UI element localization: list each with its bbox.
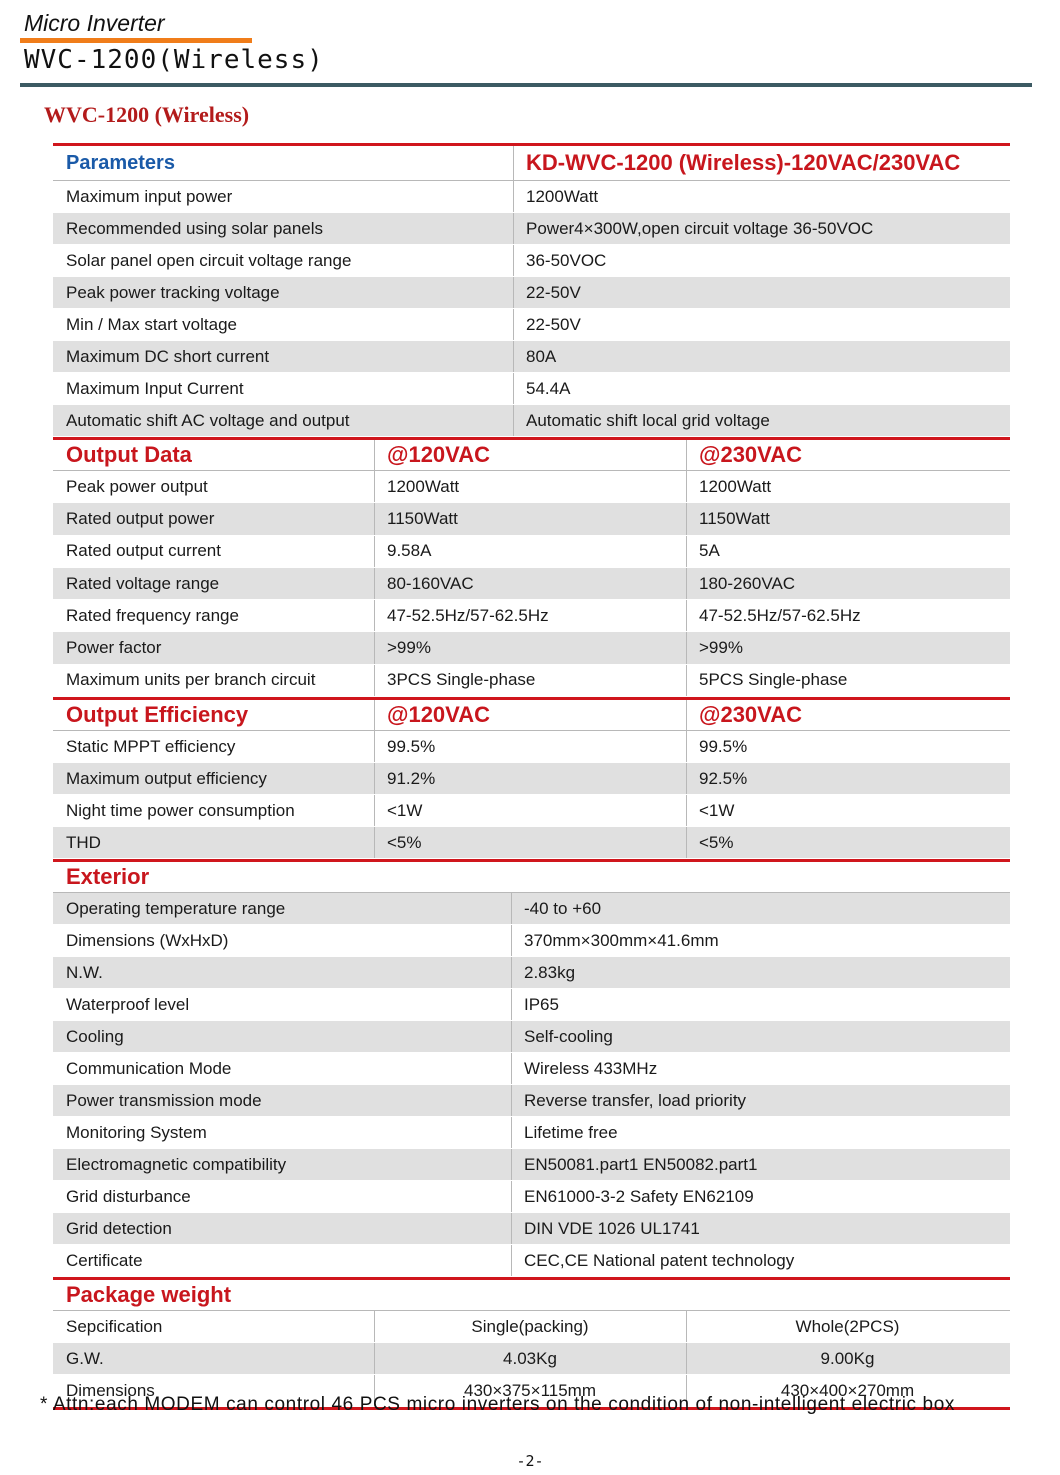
exterior-heading: Exterior bbox=[66, 864, 150, 890]
param-value: Reverse transfer, load priority bbox=[524, 1090, 747, 1110]
param-value: 4.03Kg bbox=[503, 1348, 557, 1368]
param-label: Electromagnetic compatibility bbox=[66, 1154, 287, 1174]
exterior-row bbox=[53, 1117, 1010, 1149]
output-data-header-row bbox=[53, 440, 1010, 471]
param-label: Communication Mode bbox=[66, 1058, 232, 1078]
exterior-row bbox=[53, 1053, 1010, 1085]
output-data-row bbox=[53, 665, 1010, 697]
exterior-row bbox=[53, 1021, 1010, 1053]
parameters-header-row bbox=[53, 146, 1010, 181]
param-label: Rated frequency range bbox=[66, 605, 239, 625]
param-value: 430×375×115mm bbox=[463, 1380, 596, 1400]
param-label: Static MPPT efficiency bbox=[66, 736, 236, 756]
page-number: -2- bbox=[516, 1452, 544, 1470]
param-label: Maximum output efficiency bbox=[66, 768, 267, 788]
param-value: >99% bbox=[699, 638, 743, 658]
param-value: 430×400×270mm bbox=[780, 1380, 915, 1400]
param-value: 1200Watt bbox=[387, 476, 460, 496]
output-efficiency-row bbox=[53, 731, 1010, 763]
parameters-row bbox=[53, 277, 1010, 309]
exterior-rows bbox=[53, 893, 1010, 1277]
param-value: 54.4A bbox=[526, 378, 571, 398]
param-label: Power transmission mode bbox=[66, 1090, 262, 1110]
param-value: 47-52.5Hz/57-62.5Hz bbox=[387, 605, 549, 625]
param-value: IP65 bbox=[524, 994, 559, 1014]
output-efficiency-col-230: @230VAC bbox=[699, 702, 802, 728]
parameters-row bbox=[53, 213, 1010, 245]
top-title: Micro Inverter bbox=[24, 10, 165, 36]
param-value: DIN VDE 1026 UL1741 bbox=[524, 1218, 700, 1238]
param-label: Solar panel open circuit voltage range bbox=[66, 250, 352, 270]
exterior-header-row bbox=[53, 862, 1010, 893]
param-value: -40 to +60 bbox=[524, 898, 602, 918]
param-value: EN61000-3-2 Safety EN62109 bbox=[524, 1186, 754, 1206]
param-label: Rated output current bbox=[66, 541, 221, 561]
output-data-row bbox=[53, 536, 1010, 568]
parameters-row bbox=[53, 309, 1010, 341]
output-data-col-120: @120VAC bbox=[387, 442, 490, 467]
param-value: 80-160VAC bbox=[387, 573, 474, 593]
param-value: Power4×300W,open circuit voltage 36-50VOC bbox=[526, 218, 874, 238]
param-label: N.W. bbox=[66, 962, 103, 982]
output-efficiency-rows bbox=[53, 731, 1010, 859]
exterior-row bbox=[53, 925, 1010, 957]
param-label: Operating temperature range bbox=[66, 898, 286, 918]
spec-table bbox=[53, 143, 1010, 1410]
param-value: 3PCS Single-phase bbox=[387, 670, 536, 690]
parameters-model: KD-WVC-1200 (Wireless)-120VAC/230VAC bbox=[526, 150, 961, 175]
param-value: 47-52.5Hz/57-62.5Hz bbox=[699, 605, 861, 625]
param-label: Maximum units per branch circuit bbox=[66, 670, 316, 690]
param-value: 99.5% bbox=[699, 736, 748, 756]
param-label: Min / Max start voltage bbox=[66, 314, 238, 334]
param-value: 80A bbox=[526, 346, 557, 366]
output-efficiency-row bbox=[53, 763, 1010, 795]
param-value: Automatic shift local grid voltage bbox=[526, 410, 770, 430]
output-efficiency-header-row bbox=[53, 700, 1010, 731]
param-label: Cooling bbox=[66, 1026, 124, 1046]
param-label: Grid detection bbox=[66, 1218, 172, 1238]
param-value: 36-50VOC bbox=[526, 250, 607, 270]
param-label: Grid disturbance bbox=[66, 1186, 191, 1206]
param-label: Dimensions (WxHxD) bbox=[66, 930, 229, 950]
output-data-row bbox=[53, 600, 1010, 632]
param-value: 2.83kg bbox=[524, 962, 576, 982]
parameters-row bbox=[53, 341, 1010, 373]
param-value: EN50081.part1 EN50082.part1 bbox=[524, 1154, 758, 1174]
parameters-row bbox=[53, 373, 1010, 405]
param-value: 1200Watt bbox=[526, 186, 599, 206]
output-data-row bbox=[53, 632, 1010, 664]
output-data-row bbox=[53, 471, 1010, 503]
param-label: Maximum input power bbox=[66, 186, 233, 206]
exterior-row bbox=[53, 1245, 1010, 1277]
parameters-row bbox=[53, 245, 1010, 277]
package-weight-header-row bbox=[53, 1280, 1010, 1311]
output-efficiency-heading: Output Efficiency bbox=[66, 702, 249, 728]
param-value: Wireless 433MHz bbox=[524, 1058, 658, 1078]
param-value: 22-50V bbox=[526, 314, 581, 334]
param-label: Peak power output bbox=[66, 476, 208, 496]
parameters-row bbox=[53, 405, 1010, 437]
parameters-rows bbox=[53, 181, 1010, 437]
param-value: <5% bbox=[387, 832, 422, 852]
param-label: G.W. bbox=[66, 1348, 104, 1368]
param-label: Maximum DC short current bbox=[66, 346, 270, 366]
param-value: 9.58A bbox=[387, 541, 432, 561]
param-label: Power factor bbox=[66, 638, 162, 658]
exterior-row bbox=[53, 989, 1010, 1021]
parameters-heading: Parameters bbox=[66, 151, 175, 174]
param-value: 9.00Kg bbox=[820, 1348, 875, 1368]
output-data-heading: Output Data bbox=[66, 442, 192, 467]
param-value: 1150Watt bbox=[387, 508, 458, 528]
output-efficiency-row bbox=[53, 795, 1010, 827]
exterior-row bbox=[53, 1181, 1010, 1213]
param-value: 180-260VAC bbox=[699, 573, 796, 593]
exterior-row bbox=[53, 957, 1010, 989]
param-value: 1150Watt bbox=[699, 508, 770, 528]
exterior-row bbox=[53, 1213, 1010, 1245]
param-label: Recommended using solar panels bbox=[66, 218, 324, 238]
param-value: 22-50V bbox=[526, 282, 581, 302]
param-value: 5A bbox=[699, 541, 720, 561]
output-efficiency-col-120: @120VAC bbox=[387, 702, 490, 728]
param-label: Automatic shift AC voltage and output bbox=[66, 410, 350, 430]
param-value: <5% bbox=[699, 832, 734, 852]
exterior-row bbox=[53, 1085, 1010, 1117]
param-label: Certificate bbox=[66, 1250, 143, 1270]
param-value: CEC,CE National patent technology bbox=[524, 1250, 795, 1270]
param-label: Monitoring System bbox=[66, 1122, 207, 1142]
param-value: Whole(2PCS) bbox=[795, 1316, 900, 1336]
param-label: Rated output power bbox=[66, 508, 215, 528]
package-weight-heading: Package weight bbox=[66, 1282, 232, 1308]
package-weight-row bbox=[53, 1343, 1010, 1375]
section-heading: WVC-1200 (Wireless) bbox=[44, 102, 250, 127]
model-title: WVC-1200(Wireless) bbox=[24, 45, 324, 75]
param-value: >99% bbox=[387, 638, 431, 658]
package-weight-row bbox=[53, 1311, 1010, 1343]
param-value: 370mm×300mm×41.6mm bbox=[524, 930, 719, 950]
param-value: <1W bbox=[699, 800, 735, 820]
output-data-row bbox=[53, 503, 1010, 535]
package-weight-rows bbox=[53, 1311, 1010, 1407]
param-value: <1W bbox=[387, 800, 423, 820]
param-value: Lifetime free bbox=[524, 1122, 618, 1142]
output-data-row bbox=[53, 568, 1010, 600]
param-value: 5PCS Single-phase bbox=[699, 670, 848, 690]
param-label: Peak power tracking voltage bbox=[66, 282, 280, 302]
param-label: Dimensions bbox=[66, 1380, 155, 1400]
param-value: 99.5% bbox=[387, 736, 436, 756]
param-value: 91.2% bbox=[387, 768, 436, 788]
param-value: 92.5% bbox=[699, 768, 748, 788]
param-label: Maximum Input Current bbox=[66, 378, 244, 398]
orange-accent-bar bbox=[20, 38, 252, 43]
output-efficiency-row bbox=[53, 827, 1010, 859]
param-value: Single(packing) bbox=[471, 1316, 589, 1336]
param-label: Sepcification bbox=[66, 1316, 163, 1336]
header-rule bbox=[20, 83, 1032, 87]
param-label: THD bbox=[66, 832, 101, 852]
exterior-row bbox=[53, 1149, 1010, 1181]
exterior-row bbox=[53, 893, 1010, 925]
param-label: Rated voltage range bbox=[66, 573, 220, 593]
parameters-row bbox=[53, 181, 1010, 213]
param-label: Night time power consumption bbox=[66, 800, 295, 820]
output-data-rows bbox=[53, 471, 1010, 697]
param-value: 1200Watt bbox=[699, 476, 772, 496]
param-value: Self-cooling bbox=[524, 1026, 613, 1046]
output-data-col-230: @230VAC bbox=[699, 442, 802, 467]
attention-note: * Attn:each MODEM can control 46 PCS micro inverters on the condition of non-intelligent electric box bbox=[40, 1394, 955, 1415]
param-label: Waterproof level bbox=[66, 994, 190, 1014]
